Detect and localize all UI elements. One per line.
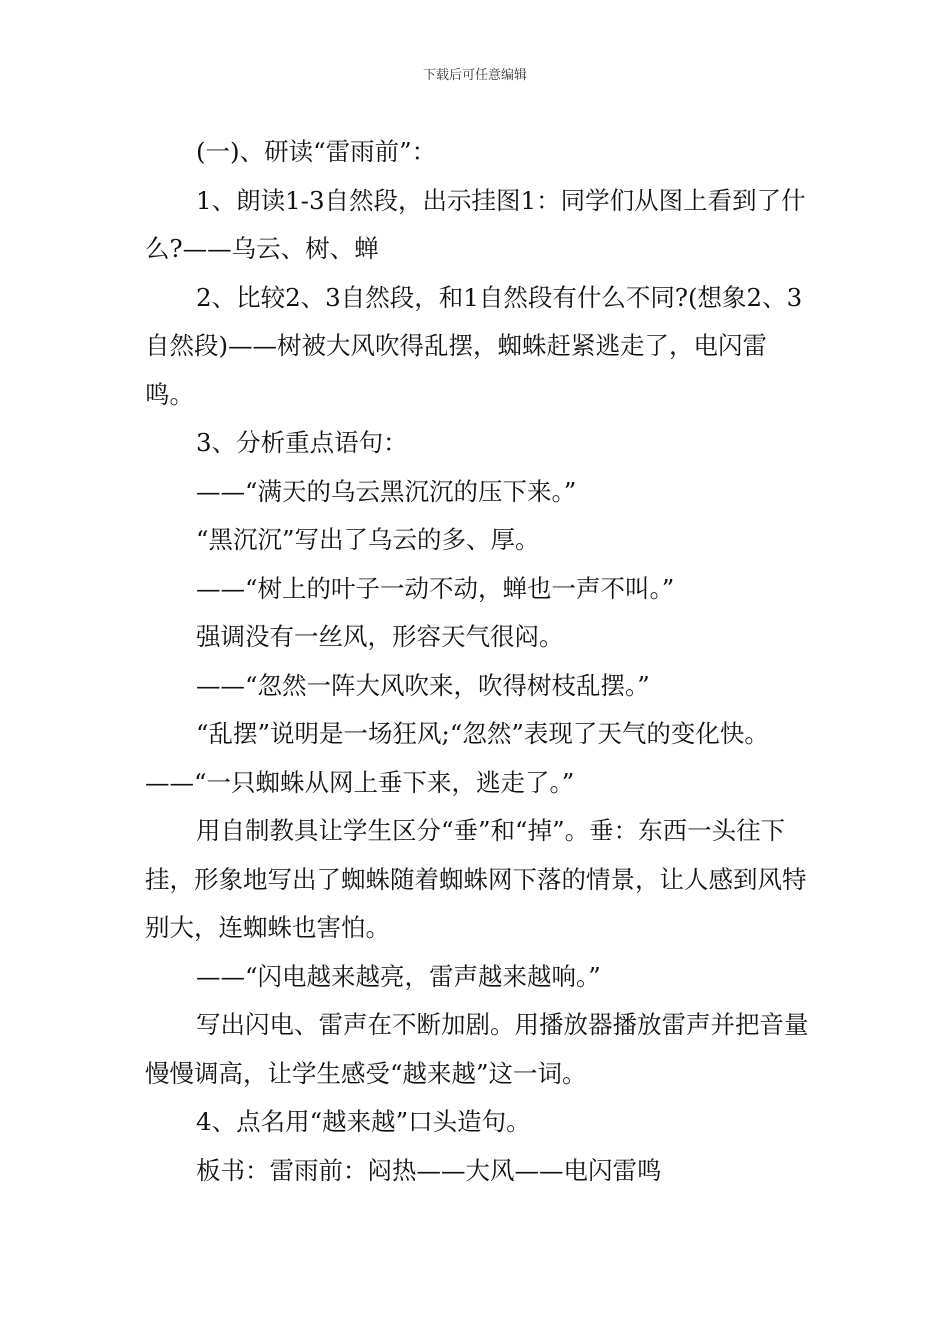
paragraph-step-4: 4、点名用“越来越”口头造句。 bbox=[196, 1107, 531, 1136]
document-body bbox=[145, 128, 810, 1195]
quote-line: ——“忽然一阵大风吹来，吹得树枝乱摆。” bbox=[196, 670, 650, 700]
paragraph-step-2: 2、比较2、3自然段，和1自然段有什么不同?(想象2、3自然段)——树被大风吹得乱摆，蜘蛛赶紧逃走了，电闪雷鸣。 bbox=[145, 282, 803, 409]
paragraph-explanation: “乱摆”说明是一场狂风;“忽然”表现了天气的变化快。——“一只蜘蛛从网上垂下来，逃走了。” bbox=[145, 719, 769, 797]
paragraph-board-notes: 板书：雷雨前：闷热——大风——电闪雷鸣 bbox=[196, 1155, 662, 1185]
paragraph-explanation: 强调没有一丝风，形容天气很闷。 bbox=[196, 622, 564, 651]
page-header: 下载后可任意编辑 bbox=[422, 68, 527, 83]
quote-line: ——“树上的叶子一动不动，蝉也一声不叫。” bbox=[196, 573, 675, 603]
paragraph-section-heading: (一)、研读“雷雨前”： bbox=[196, 137, 437, 166]
paragraph-explanation: 写出闪电、雷声在不断加剧。用播放器播放雷声并把音量慢慢调高，让学生感受“越来越”这一词。 bbox=[145, 1010, 809, 1088]
paragraph-step-1: 1、朗读1-3自然段，出示挂图1：同学们从图上看到了什么?——乌云、树、蝉 bbox=[145, 185, 806, 263]
quote-line: ——“闪电越来越亮，雷声越来越响。” bbox=[196, 961, 601, 991]
paragraph-explanation: “黑沉沉”写出了乌云的多、厚。 bbox=[196, 525, 540, 554]
quote-line: ——“满天的乌云黑沉沉的压下来。” bbox=[196, 476, 577, 506]
paragraph-explanation: 用自制教具让学生区分“垂”和“掉”。垂：东西一头往下挂，形象地写出了蜘蛛随着蜘蛛网下落的情景，让人感到风特别大，连蜘蛛也害怕。 bbox=[145, 816, 807, 942]
paragraph-step-3: 3、分析重点语句： bbox=[196, 428, 408, 457]
